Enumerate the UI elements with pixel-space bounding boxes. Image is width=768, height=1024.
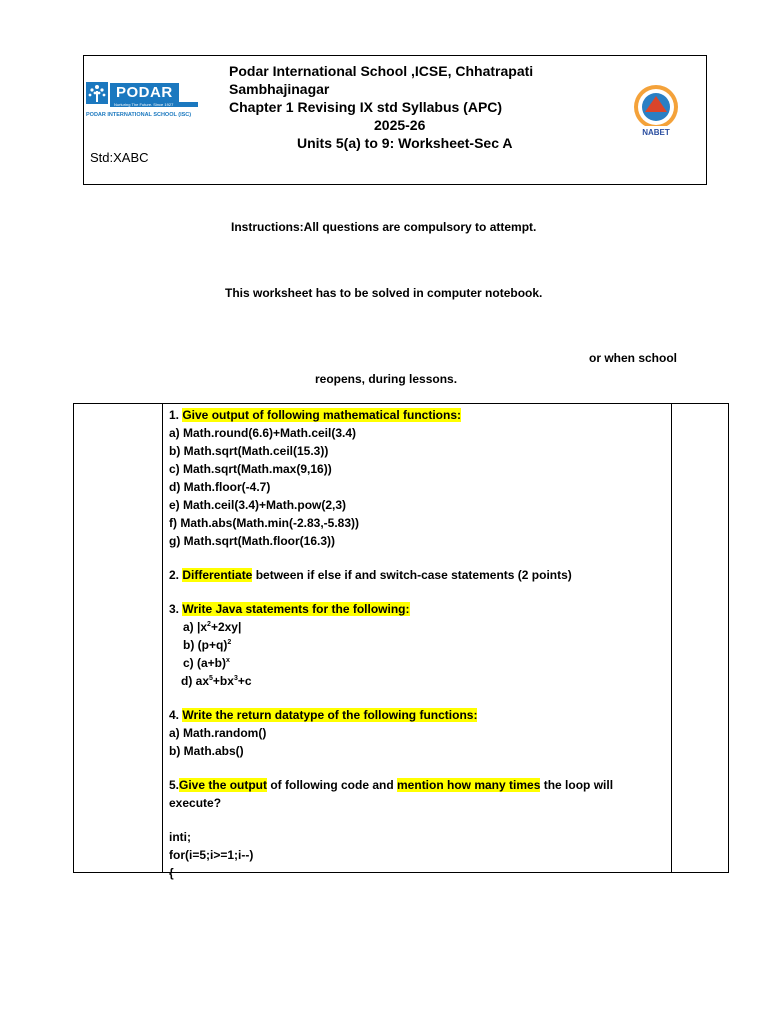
title-line-2: Sambhajinagar <box>229 81 330 97</box>
title-line-1: Podar International School ,ICSE, Chhatrapati <box>229 63 534 79</box>
title-line-3: Chapter 1 Revising IX std Syllabus (APC) <box>229 99 503 115</box>
q1-item: c) Math.sqrt(Math.max(9,16)) <box>169 462 332 476</box>
logo-brand: PODAR <box>110 83 179 103</box>
q1-heading: 1. Give output of following mathematical functions: <box>169 408 462 422</box>
q3-item-d: d) $ax^5+bx^3+c$ <box>181 674 252 688</box>
logo-subtitle: PODAR INTERNATIONAL SCHOOL (ISC) <box>86 112 192 118</box>
nabet-label: NABET <box>642 128 670 137</box>
q3-item-c: c) $(a+b)^x$ <box>183 656 230 670</box>
page-title <box>229 62 609 152</box>
instruction-line-2: This worksheet has to be solved in computer notebook. <box>225 286 543 300</box>
q3-item-a: a) $|x^2+2xy|$ <box>183 620 242 634</box>
q1-item: d) Math.floor(-4.7) <box>169 480 271 494</box>
logo-tagline: Nurturing The Future. Since 1927 <box>110 102 198 107</box>
table-divider-right <box>671 404 672 872</box>
title-line-5: Units 5(a) to 9: Worksheet-Sec A <box>297 135 513 151</box>
code-line: { <box>169 866 174 880</box>
table-divider-left <box>162 404 163 872</box>
code-line: inti; <box>169 830 191 844</box>
q2-heading: 2. Differentiate between if else if and switch-case statements (2 points) <box>169 568 572 582</box>
code-line: for(i=5;i>=1;i--) <box>169 848 254 862</box>
tree-icon <box>86 82 108 104</box>
q5-heading-cont: execute? <box>169 796 222 810</box>
q4-item: b) Math.abs() <box>169 744 244 758</box>
q4-item: a) Math.random() <box>169 726 267 740</box>
q1-item: f) Math.abs(Math.min(-2.83,-5.83)) <box>169 516 360 530</box>
instruction-line-4: reopens, during lessons. <box>315 372 458 386</box>
podar-logo <box>86 81 198 125</box>
q1-item: e) Math.ceil(3.4)+Math.pow(2,3) <box>169 498 347 512</box>
title-line-4: 2025-26 <box>374 117 426 133</box>
q1-item: b) Math.sqrt(Math.ceil(15.3)) <box>169 444 329 458</box>
q4-heading: 4. Write the return datatype of the following functions: <box>169 708 478 722</box>
instruction-line-3: or when school <box>589 351 678 365</box>
q3-heading: 3. Write Java statements for the following: <box>169 602 410 616</box>
q1-item: a) Math.round(6.6)+Math.ceil(3.4) <box>169 426 357 440</box>
nabet-seal-icon <box>627 82 685 140</box>
question-table <box>73 403 729 880</box>
q1-item: g) Math.sqrt(Math.floor(16.3)) <box>169 534 335 548</box>
header-box <box>83 55 707 185</box>
question-content <box>169 406 664 882</box>
instruction-line-1: Instructions:All questions are compulsory to attempt. <box>231 220 537 234</box>
std-label: Std:XABC <box>90 150 149 165</box>
q3-item-b: b) $(p+q)^2$ <box>183 638 232 652</box>
q5-heading: 5.Give the output of following code and mention how many times the loop will <box>169 778 614 792</box>
